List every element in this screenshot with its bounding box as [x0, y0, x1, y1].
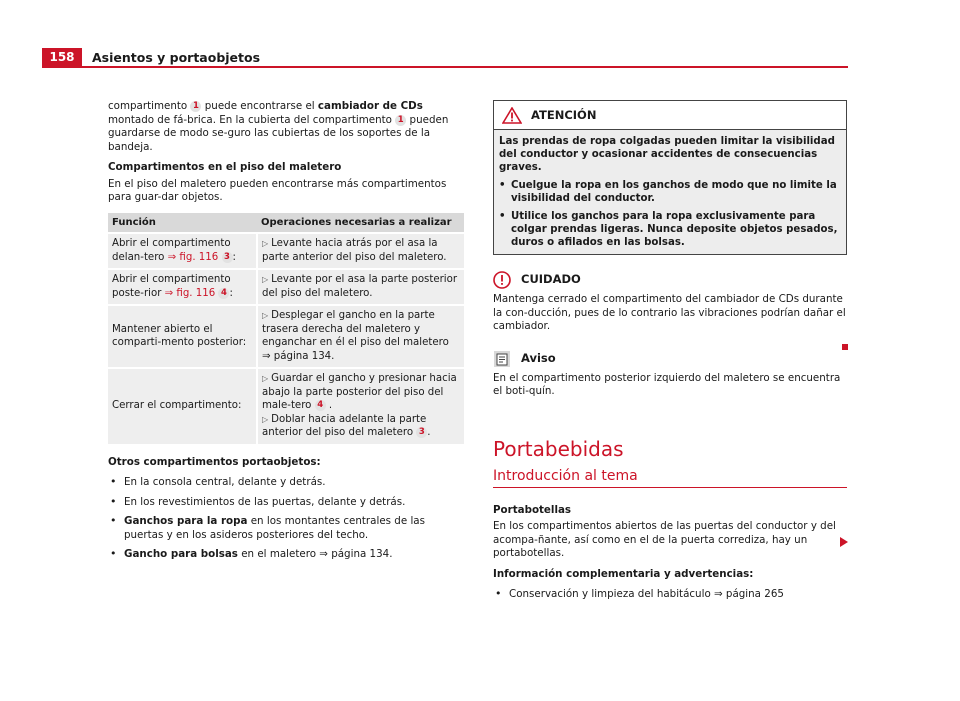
callout-number: 4 [315, 400, 326, 411]
warning-box [493, 100, 847, 255]
callout-number: 1 [190, 101, 201, 112]
triangle-bullet-icon: ▷ [262, 414, 269, 424]
other-heading: Otros compartimentos portaobjetos: [108, 455, 321, 468]
callout-number: 3 [416, 427, 427, 438]
floor-text: En el piso del maletero pueden encontrarse más compartimentos para guar-dar objetos. [108, 177, 447, 203]
other-list [108, 476, 464, 562]
left-column [108, 100, 464, 568]
col-operations-header: Operaciones necesarias a realizar [257, 213, 464, 234]
warning-bullet: • Utilice los ganchos para la ropa exclusivamente para colgar prendas ligeras. Nunca deposite objetos pesados, duros o afilados en las bolsas. [499, 210, 841, 249]
callout-number: 1 [395, 115, 406, 126]
triangle-bullet-icon: ▷ [262, 275, 269, 284]
table-row: Abrir el compartimento poste-rior ⇒ fig. 116 4 : ▷ Levante por el asa la parte posterior del piso del maletero. [108, 269, 464, 305]
notice-heading: Aviso [493, 350, 847, 368]
table-row: Abrir el compartimento delan-tero ⇒ fig. 116 3 : ▷ Levante hacia atrás por el asa la parte anterior del piso del maletero. [108, 233, 464, 269]
table-row: Mantener abierto el comparti-mento posterior: ▷ Desplegar el gancho en la parte trasera derecha del maletero y enganchar en él el piso del maletero ⇒ página 134. [108, 305, 464, 368]
bottle-heading: Portabotellas [493, 503, 572, 516]
section-title: Portabebidas [493, 436, 624, 461]
col-function-header: Función [108, 213, 257, 234]
table-row: Cerrar el compartimento: ▷ Guardar el gancho y presionar hacia abajo la parte posterior del piso del male-tero 4 . ▷ Doblar hacia adelante la parte anterior del piso del maletero 3 . [108, 368, 464, 445]
continue-arrow-icon [840, 537, 848, 547]
header-rule [42, 66, 848, 68]
list-item[interactable]: • Conservación y limpieza del habitáculo ⇒ página 265 [493, 588, 847, 602]
page-title: Asientos y portaobjetos [92, 50, 261, 65]
list-item: • Gancho para bolsas en el maletero ⇒ página 134. [108, 548, 464, 562]
notice-icon [493, 350, 511, 368]
callout-number: 4 [218, 288, 229, 299]
subsection-title: Introducción al tema [493, 470, 847, 488]
warning-bullet: • Cuelgue la ropa en los ganchos de modo que no limite la visibilidad del conductor. [499, 179, 841, 205]
bottle-text: En los compartimentos abiertos de las puertas del conductor y del acompa-ñante, así como en el de la puerta corrediza, hay un portabotellas. [493, 520, 836, 559]
triangle-bullet-icon: ▷ [262, 374, 269, 383]
warning-triangle-icon [502, 107, 522, 124]
intro-paragraph: compartimento 1 puede encontrarse el cambiador de CDs montado de fá-brica. En la cubierta del compartimento 1 pueden guardarse de modo se-guro las cubiertas de los soportes de la bandeja. [108, 100, 449, 153]
floor-heading: Compartimentos en el piso del maletero [108, 161, 342, 173]
figure-link[interactable]: ⇒ fig. 116 [164, 287, 216, 299]
caution-text: Mantenga cerrado el compartimento del cambiador de CDs durante la con-ducción, pues de lo contrario las vibraciones podrían dañar el cambiador. [493, 293, 846, 332]
triangle-bullet-icon: ▷ [262, 311, 269, 320]
warning-title: ATENCIÓN [531, 107, 597, 122]
callout-number: 3 [222, 252, 233, 263]
caution-icon [493, 271, 511, 289]
warning-text: Las prendas de ropa colgadas pueden limitar la visibilidad del conductor y ocasionar accidentes de consecuencias graves. [499, 136, 835, 173]
caution-heading: CUIDADO [493, 271, 847, 289]
list-item: • En los revestimientos de las puertas, delante y detrás. [108, 496, 464, 510]
info-heading: Información complementaria y advertencias: [493, 567, 754, 580]
page-number: 158 [42, 48, 82, 66]
notice-text: En el compartimento posterior izquierdo del maletero se encuentra el boti-quín. [493, 371, 841, 397]
list-item: • En la consola central, delante y detrás. [108, 476, 464, 490]
operations-table [108, 213, 464, 446]
figure-link[interactable]: ⇒ fig. 116 [167, 251, 219, 263]
section-end-marker [842, 344, 848, 350]
triangle-bullet-icon: ▷ [262, 239, 269, 248]
right-column [493, 100, 847, 608]
list-item: • Ganchos para la ropa en los montantes centrales de las puertas y en los asideros posteriores del techo. [108, 515, 464, 542]
info-list [493, 588, 847, 602]
